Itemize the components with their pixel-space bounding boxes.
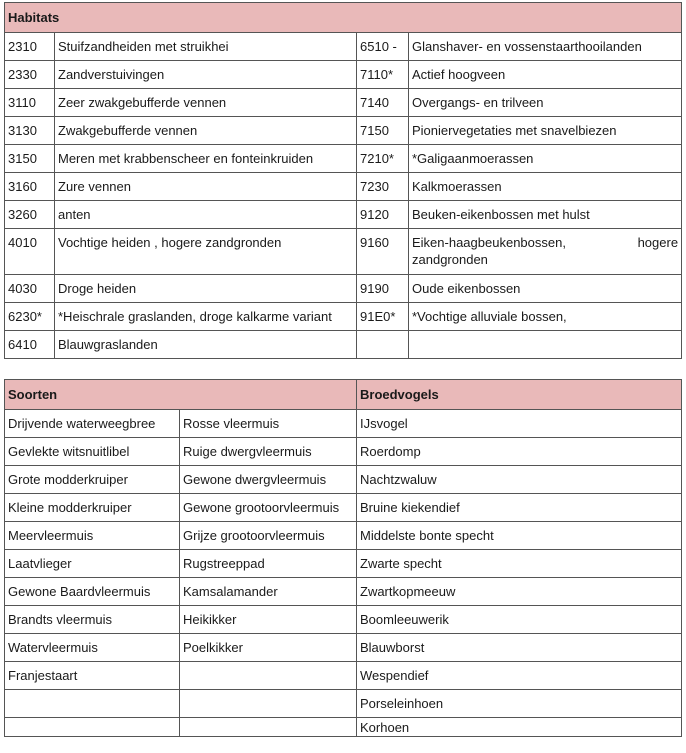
habitat-code: 3150 — [5, 145, 55, 173]
table-row — [5, 438, 682, 466]
table-row — [5, 634, 682, 662]
species-cell: Grote modderkruiper — [5, 466, 180, 494]
species-cell: Kamsalamander — [180, 578, 357, 606]
habitats-table — [4, 2, 682, 359]
habitat-name: Vochtige heiden , hogere zandgronden — [55, 229, 357, 275]
bird-cell: Wespendief — [357, 662, 682, 690]
habitat-code: 4010 — [5, 229, 55, 275]
bird-cell: Blauwborst — [357, 634, 682, 662]
table-row — [5, 201, 682, 229]
table-row — [5, 690, 682, 718]
habitats-title: Habitats — [5, 3, 682, 33]
habitat-name: anten — [55, 201, 357, 229]
habitat-name: Zwakgebufferde vennen — [55, 117, 357, 145]
habitat-code: 3160 — [5, 173, 55, 201]
table-row — [5, 117, 682, 145]
habitat-code: 7110* — [357, 61, 409, 89]
table-row — [5, 229, 682, 275]
habitat-code: 6230* — [5, 303, 55, 331]
species-cell: Rosse vleermuis — [180, 410, 357, 438]
habitat-name: Glanshaver- en vossenstaarthooilanden — [409, 33, 682, 61]
species-cell — [180, 718, 357, 737]
species-cell: Meervleermuis — [5, 522, 180, 550]
bird-cell: Zwarte specht — [357, 550, 682, 578]
table-row — [5, 61, 682, 89]
bird-cell: Nachtzwaluw — [357, 466, 682, 494]
table-row — [5, 33, 682, 61]
species-cell: Gewone Baardvleermuis — [5, 578, 180, 606]
species-cell — [5, 690, 180, 718]
habitat-name: Droge heiden — [55, 275, 357, 303]
table-row — [5, 522, 682, 550]
habitat-code: 3130 — [5, 117, 55, 145]
bird-cell: Korhoen — [357, 718, 682, 737]
bird-cell: Bruine kiekendief — [357, 494, 682, 522]
table-row — [5, 494, 682, 522]
species-cell — [5, 718, 180, 737]
habitat-code: 2330 — [5, 61, 55, 89]
habitat-code: 3110 — [5, 89, 55, 117]
habitat-code: 2310 — [5, 33, 55, 61]
habitat-name: Pioniervegetaties met snavelbiezen — [409, 117, 682, 145]
habitat-name: Blauwgraslanden — [55, 331, 357, 359]
habitat-code: 7230 — [357, 173, 409, 201]
bird-cell: Porseleinhoen — [357, 690, 682, 718]
habitat-name: Zure vennen — [55, 173, 357, 201]
habitat-code: 7140 — [357, 89, 409, 117]
habitat-name: Zandverstuivingen — [55, 61, 357, 89]
species-cell: Gewone grootoorvleermuis — [180, 494, 357, 522]
species-cell: Poelkikker — [180, 634, 357, 662]
habitat-code: 4030 — [5, 275, 55, 303]
habitat-name: Beuken-eikenbossen met hulst — [409, 201, 682, 229]
species-cell: Rugstreeppad — [180, 550, 357, 578]
habitat-name: Actief hoogveen — [409, 61, 682, 89]
species-cell: Gevlekte witsnuitlibel — [5, 438, 180, 466]
habitat-name: Eiken-haagbeukenbossen, hogere zandgronden — [409, 229, 682, 275]
habitat-code: 7150 — [357, 117, 409, 145]
species-cell: Drijvende waterweegbree — [5, 410, 180, 438]
habitat-name: Zeer zwakgebufferde vennen — [55, 89, 357, 117]
bird-cell: Middelste bonte specht — [357, 522, 682, 550]
species-cell — [180, 662, 357, 690]
soorten-table — [4, 379, 682, 737]
table-row — [5, 606, 682, 634]
habitat-code: 91E0* — [357, 303, 409, 331]
table-row — [5, 89, 682, 117]
table-row — [5, 173, 682, 201]
habitat-name — [409, 331, 682, 359]
habitat-name: *Vochtige alluviale bossen, — [409, 303, 682, 331]
species-cell: Heikikker — [180, 606, 357, 634]
habitat-name: Kalkmoerassen — [409, 173, 682, 201]
species-cell: Kleine modderkruiper — [5, 494, 180, 522]
habitat-code: 6510 - — [357, 33, 409, 61]
soorten-title: Soorten — [5, 380, 357, 410]
habitat-code: 6410 — [5, 331, 55, 359]
bird-cell: Roerdomp — [357, 438, 682, 466]
species-cell: Laatvlieger — [5, 550, 180, 578]
broedvogels-title: Broedvogels — [357, 380, 682, 410]
table-row — [5, 410, 682, 438]
habitat-code: 7210* — [357, 145, 409, 173]
table-row — [5, 466, 682, 494]
habitat-code — [357, 331, 409, 359]
habitat-name: Meren met krabbenscheer en fonteinkruiden — [55, 145, 357, 173]
species-cell: Grijze grootoorvleermuis — [180, 522, 357, 550]
species-cell: Ruige dwergvleermuis — [180, 438, 357, 466]
table-row — [5, 331, 682, 359]
table-row — [5, 145, 682, 173]
habitat-code: 3260 — [5, 201, 55, 229]
table-row — [5, 718, 682, 737]
habitat-name: Stuifzandheiden met struikhei — [55, 33, 357, 61]
species-cell: Brandts vleermuis — [5, 606, 180, 634]
habitat-code: 9120 — [357, 201, 409, 229]
species-cell: Franjestaart — [5, 662, 180, 690]
habitat-name: *Galigaanmoerassen — [409, 145, 682, 173]
species-cell — [180, 690, 357, 718]
table-row — [5, 275, 682, 303]
species-cell: Gewone dwergvleermuis — [180, 466, 357, 494]
species-cell: Watervleermuis — [5, 634, 180, 662]
habitat-code: 9160 — [357, 229, 409, 275]
habitat-code: 9190 — [357, 275, 409, 303]
table-row — [5, 550, 682, 578]
table-row — [5, 578, 682, 606]
table-row — [5, 303, 682, 331]
bird-cell: Boomleeuwerik — [357, 606, 682, 634]
habitat-name: Oude eikenbossen — [409, 275, 682, 303]
bird-cell: IJsvogel — [357, 410, 682, 438]
bird-cell: Zwartkopmeeuw — [357, 578, 682, 606]
habitat-name: Overgangs- en trilveen — [409, 89, 682, 117]
table-row — [5, 662, 682, 690]
habitat-name: *Heischrale graslanden, droge kalkarme variant — [55, 303, 357, 331]
